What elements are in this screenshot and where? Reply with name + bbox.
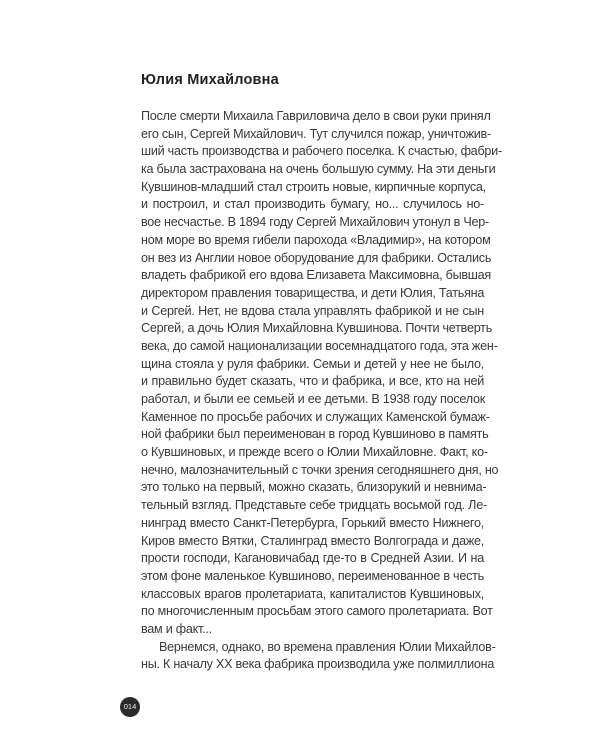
text-line: ка была застрахована на очень большую сумму. На эти деньги [141, 162, 496, 177]
text-line: Кувшинов-младший стал строить новые, кирпичные корпуса, [141, 179, 486, 194]
text-line: Каменное по просьбе рабочих и служащих Каменской бумаж- [141, 409, 490, 424]
text-line: Сергей, а дочь Юлия Михайловна Кувшинова. Почти четверть [141, 321, 493, 336]
text-line: Киров вместо Вятки, Сталинград вместо Волгограда и даже, [141, 533, 484, 548]
body-text [141, 108, 502, 674]
text-line: вое несчастье. В 1894 году Сергей Михайлович утонул в Чер- [141, 215, 489, 230]
text-line: владеть фабрикой его вдова Елизавета Максимовна, бывшая [141, 268, 491, 283]
text-line: директором правления товарищества, и дети Юлия, Татьяна [141, 285, 485, 300]
page-number-badge: 014 [120, 697, 140, 717]
text-line: нинград вместо Санкт-Петербурга, Горький вместо Нижнего, [141, 515, 484, 530]
text-line: о Кувшиновых, и прежде всего о Юлии Михайловне. Факт, ко- [141, 445, 488, 460]
text-line: этом фоне маленькое Кувшиново, переименованное в честь [141, 568, 484, 583]
chapter-heading: Юлия Михайловна [141, 72, 279, 88]
text-line: щина стояла у руля фабрики. Семьи и детей у нее не было, [141, 356, 484, 371]
text-line: прости господи, Кагановичабад где-то в Средней Азии. И на [141, 551, 484, 566]
text-line: его сын, Сергей Михайлович. Тут случился пожар, уничтожив- [141, 126, 491, 141]
text-line: и Сергей. Нет, не вдова стала управлять фабрикой и не сын [141, 303, 484, 318]
text-line: и правильно будет сказать, что и фабрика, и все, кто на ней [141, 374, 484, 389]
text-line: он вез из Англии новое оборудование для фабрики. Остались [141, 250, 492, 265]
text-line: это только на первый, можно сказать, близорукий и невнима- [141, 480, 487, 495]
text-line: работал, и были ее семьей и ее детьми. В 1938 году поселок [141, 392, 485, 406]
text-line: по многочисленным просьбам этого самого пролетариата. Вот [141, 604, 493, 619]
text-line: ном море во время гибели парохода «Владимир», на котором [141, 232, 491, 247]
text-line: нечно, малозначительный с точки зрения сегодняшнего дня, но [141, 462, 499, 477]
text-line: и построил, и стал производить бумагу, но... случилось но- [141, 197, 484, 212]
text-line: вам и факт... [141, 621, 212, 636]
text-line: ны. К началу XX века фабрика производила уже полмиллиона [141, 657, 495, 672]
text-line: века, до самой национализации восемнадцатого года, эта жен- [141, 338, 498, 353]
text-line: После смерти Михаила Гавриловича дело в свои руки принял [141, 109, 491, 123]
text-line: ной фабрики был переименован в город Кувшиново в память [141, 427, 489, 442]
text-line: Вернемся, однако, во времена правления Юлии Михайлов- [159, 639, 496, 654]
text-line: ший часть производства и рабочего поселка. К счастью, фабри- [141, 144, 502, 159]
text-line: классовых врагов пролетариата, капиталистов Кувшиновых, [141, 586, 484, 601]
text-line: тельный взгляд. Представьте себе тридцать восьмой год. Ле- [141, 498, 487, 513]
